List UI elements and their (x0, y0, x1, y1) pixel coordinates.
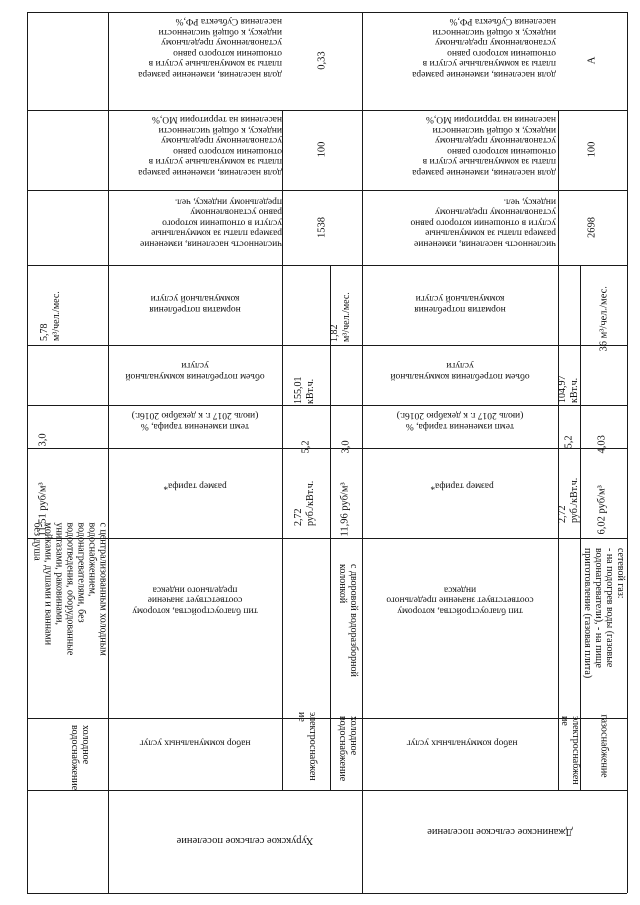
service-cold-water: холодное водоснабжение (69, 725, 91, 791)
col-divider (108, 12, 109, 893)
norm-value: 1,82 м³/чел./мес. (329, 292, 352, 342)
header-improvement: тип благоустройства, которому соответствует значение предельного индекса (132, 584, 258, 616)
col-divider (330, 265, 331, 790)
tariff-value: 2,72 руб./кВт.ч. (557, 477, 580, 523)
row-divider (27, 265, 627, 266)
tariff-value: 11,96 руб/м³ (339, 482, 351, 537)
rate-value: 3,0 (37, 433, 49, 447)
row-divider (27, 538, 627, 539)
header-rate: темп изменения тарифа, % (июль 2017 г. к декабрю 2016г.) (396, 410, 524, 431)
col-divider (362, 12, 363, 893)
header-share-subject: доля населения, изменение размера платы за коммунальные услуги в отношении которого равно установленному предельному индексу, к общей численности населения Субъекта РФ,% (138, 16, 282, 79)
header-tariff: размер тарифа* (430, 480, 494, 491)
settlement-name-khuruguk: Хурукское сельское поселение (176, 835, 314, 846)
service-cold-water: холодное водоснабжение (337, 716, 359, 782)
table-border-right (627, 12, 628, 893)
header-improvement: тип благоустройства, которому соответствует значение предельного индекса (386, 584, 534, 616)
table-border-bottom (27, 893, 627, 894)
header-pop-count: численность населения, изменение размера платы за коммунальные услуги в отношении которого равно установленному предельному индексу, чел. (140, 196, 282, 249)
service-electricity: электроснабжен ие (296, 712, 318, 781)
header-norm: норматив потребления коммунальной услуги (149, 293, 241, 314)
rate-value: 5,2 (300, 440, 312, 454)
header-services: набор коммунальных услуг (406, 737, 518, 748)
pop-count-value: 1538 (316, 217, 328, 238)
header-services: набор коммунальных услуг (139, 737, 251, 748)
settlement-name-dzhanninskoe: Джанинское сельское поселение (427, 826, 573, 837)
volume-value: 104,97 кВт.ч. (557, 375, 580, 403)
col-divider (580, 265, 581, 790)
header-volume: объем потребления коммунальной услуги (125, 360, 265, 381)
row-divider (27, 405, 627, 406)
tariff-value: 11,51 руб/м³ (37, 482, 49, 537)
share-subject-value: 0,33 (316, 51, 328, 70)
improvement-yard-pump: с дворовой водоразборной колонкой (337, 564, 359, 677)
header-rate: темп изменения тарифа, % (июль 2017 г. к декабрю 2016г.) (131, 410, 259, 431)
rate-value: 5,2 (563, 435, 575, 449)
share-mo-value: 100 (586, 141, 598, 158)
row-divider (27, 190, 627, 191)
share-mo-value: 100 (316, 141, 328, 158)
rate-value: 3,0 (340, 440, 352, 454)
tariff-value: 6,02 руб/м³ (596, 485, 608, 535)
header-volume: объем потребления коммунальной услуги (390, 360, 530, 381)
improvement-centralized-cold-water: с централизованным холодным водоснабжением, водонагревателями, без водоотведения, оборудованные унитазами, раковинами, мойками, душами и ваннами без душа (31, 522, 109, 656)
service-gas: газоснабжение (598, 714, 610, 778)
norm-value: 36 м³/чел./мес. (598, 286, 610, 352)
volume-value: 155,01 кВт.ч. (293, 376, 316, 404)
share-subject-value: А (586, 56, 598, 65)
row-divider (27, 448, 627, 449)
header-tariff: размер тарифа* (163, 480, 227, 491)
col-divider (558, 110, 559, 790)
improvement-network-gas: сетевой газ: - на подогрев воды (газовые водонагреватели), - на пище приготовление (газовая плита) (582, 548, 626, 679)
service-electricity: электроснабжен ие (559, 716, 581, 785)
header-pop-count: численность населения, изменение размера платы за коммунальные услуги в отношении которого равно установленному предельному индексу, чел. (410, 196, 556, 249)
tariff-value: 2,72 руб./кВт.ч. (293, 480, 316, 526)
pop-count-value: 2698 (586, 217, 598, 238)
rate-value: 4,03 (596, 435, 608, 454)
row-divider (27, 790, 627, 791)
table-border-left (27, 12, 28, 893)
table-border-top (27, 12, 627, 13)
header-norm: норматив потребления коммунальной услуги (414, 293, 506, 314)
row-divider (27, 718, 627, 719)
header-share-mo: доля населения, изменение размера платы за коммунальные услуги в отношении которого равно установленному предельному индексу, к общей численности населения на территории МО,% (412, 114, 556, 177)
norm-value: 5,78 м³/чел./мес. (39, 291, 62, 341)
row-divider (27, 345, 627, 346)
header-share-mo: доля населения, изменение размера платы за коммунальные услуги в отношении которого равно установленному предельному индексу, к общей численности населения на территории МО,% (138, 114, 282, 177)
row-divider (27, 110, 627, 111)
col-divider (282, 110, 283, 790)
header-share-subject: доля населения, изменение размера платы за коммунальные услуги в отношении которого равно установленному предельному индексу, к общей численности населения Субъекта РФ,% (412, 16, 556, 79)
